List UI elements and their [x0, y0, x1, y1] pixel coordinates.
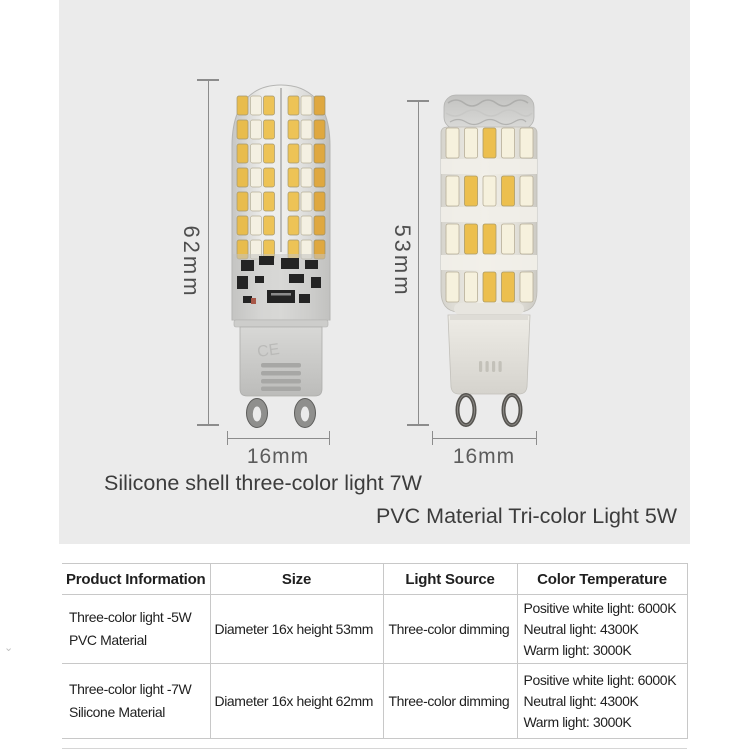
width-dimension-label-left: 16mm [246, 445, 310, 468]
pvc-bulb-image [438, 93, 540, 429]
color-temperature-cell [517, 664, 687, 739]
table-row [62, 664, 687, 739]
size-cell: Diameter 16x height 62mm [210, 664, 383, 739]
dimension-cap [407, 100, 429, 102]
product-material: PVC Material [69, 632, 147, 648]
color-temp-line: Positive white light: 6000K [523, 671, 677, 688]
width-dimension-line-left [227, 438, 330, 439]
dimension-cap [407, 424, 429, 426]
dimension-cap [197, 79, 219, 81]
product-name: Three-color light -7W [69, 680, 192, 697]
size-cell: Diameter 16x height 53mm [210, 595, 383, 664]
width-dimension-line-right [432, 438, 537, 439]
light-source-cell: Three-color dimming [383, 664, 517, 739]
spec-table [62, 563, 688, 739]
dimension-cap [329, 431, 330, 445]
color-temp-line: Warm light: 3000K [523, 641, 632, 658]
g9-pins-left [247, 399, 316, 428]
column-header-color-temperature: Color Temperature [517, 564, 687, 595]
column-header-size: Size [210, 564, 383, 595]
svg-text:CE: CE [256, 341, 281, 361]
color-temperature-cell [517, 595, 687, 664]
light-source-cell: Three-color dimming [383, 595, 517, 664]
dimension-cap [227, 431, 228, 445]
table-row [62, 595, 687, 664]
product-display-panel [59, 0, 690, 544]
column-header-product-information: Product Information [62, 564, 210, 595]
product-name: Three-color light -5W [69, 608, 192, 625]
color-temp-line: Neutral light: 4300K [523, 692, 639, 709]
color-temp-line: Positive white light: 6000K [523, 599, 677, 616]
height-dimension-label-left: 62mm [179, 225, 204, 299]
table-next-row-border [62, 748, 687, 749]
table-header-row [62, 564, 687, 595]
column-header-light-source: Light Source [383, 564, 517, 595]
color-temp-line: Warm light: 3000K [523, 713, 632, 730]
height-dimension-line-right [418, 101, 419, 425]
g9-pins-right [458, 395, 521, 425]
height-dimension-line-left [208, 80, 209, 425]
height-dimension-label-right: 53mm [390, 224, 415, 298]
dimension-cap [536, 431, 537, 445]
color-temp-line: Neutral light: 4300K [523, 620, 639, 637]
dimension-cap [197, 424, 219, 426]
dimension-cap [432, 431, 433, 445]
left-bulb-caption: Silicone shell three-color light 7W [104, 471, 422, 495]
product-cell [62, 664, 210, 739]
product-cell [62, 595, 210, 664]
product-material: Silicone Material [69, 704, 165, 720]
right-bulb-caption: PVC Material Tri-color Light 5W [376, 504, 678, 528]
silicone-bulb-image [231, 84, 331, 429]
stray-mark: ⌄ [4, 642, 14, 654]
width-dimension-label-right: 16mm [452, 445, 516, 468]
